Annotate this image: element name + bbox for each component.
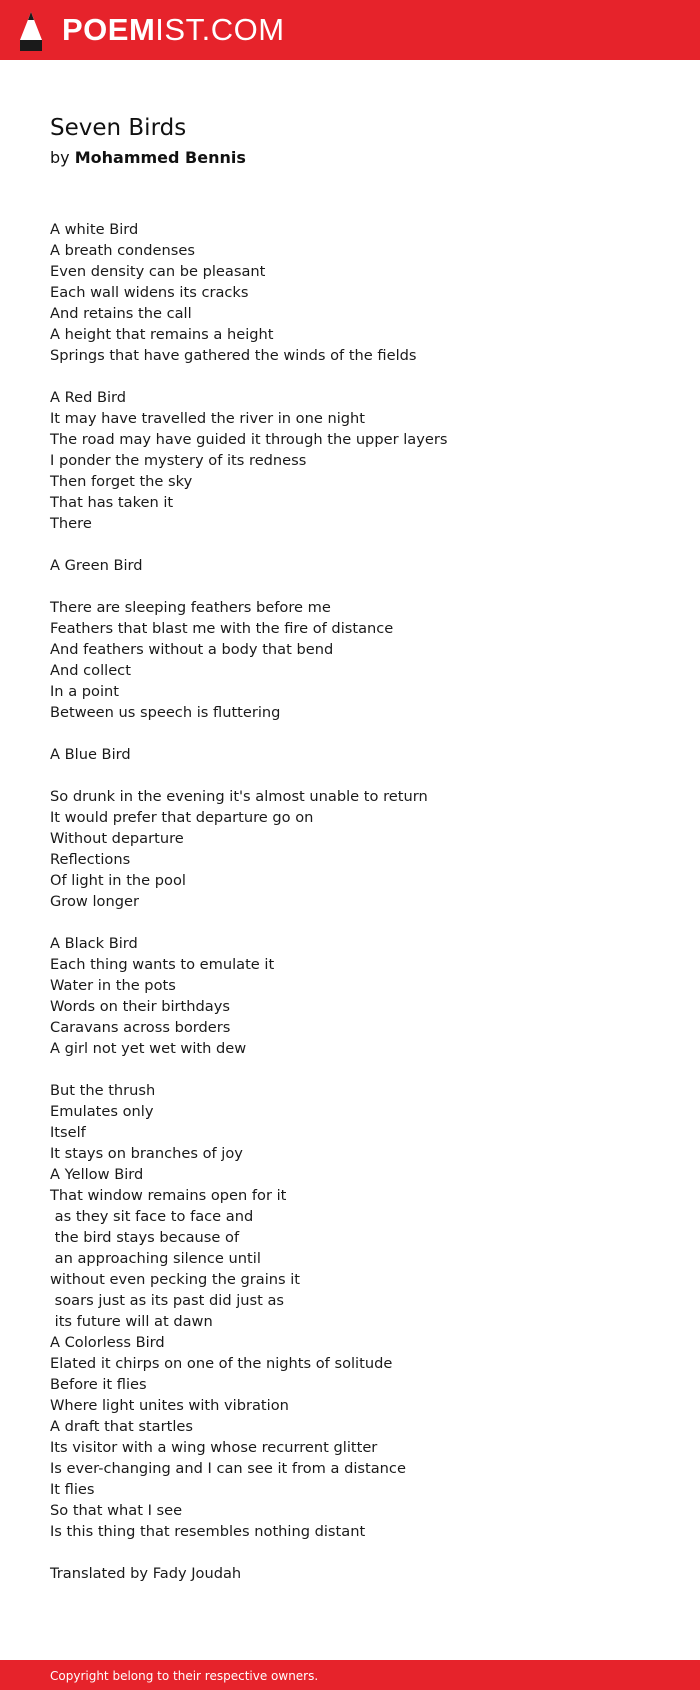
poem-line: Without departure <box>50 830 184 847</box>
poem-line: A draft that startles <box>50 1418 193 1435</box>
poem-line: There <box>50 515 92 532</box>
poem-line <box>50 534 670 555</box>
poem-line: Elated it chirps on one of the nights of solitude <box>50 1355 393 1372</box>
poem-line: Then forget the sky <box>50 473 193 490</box>
site-footer <box>0 1660 700 1690</box>
poem-line: It may have travelled the river in one night <box>50 410 365 427</box>
poem-line: It flies <box>50 1481 95 1498</box>
poem-line: Translated by Fady Joudah <box>50 1565 242 1582</box>
poem-line: A girl not yet wet with dew <box>50 1040 247 1057</box>
brand-bold: POEM <box>62 12 156 47</box>
poem-line: So that what I see <box>50 1502 183 1519</box>
poem-line: A Colorless Bird <box>50 1334 165 1351</box>
brand-light: IST.COM <box>155 12 285 47</box>
poem-line: A Black Bird <box>50 935 138 952</box>
poem-line: And collect <box>50 662 131 679</box>
poem-line: Between us speech is fluttering <box>50 704 281 721</box>
poem-line: And retains the call <box>50 305 192 322</box>
poem-line: Reflections <box>50 851 131 868</box>
poem-byline <box>50 147 246 169</box>
poem-line: without even pecking the grains it <box>50 1271 301 1288</box>
poem-line: Even density can be pleasant <box>50 263 266 280</box>
poem-line: But the thrush <box>50 1082 156 1099</box>
poem-line: Each wall widens its cracks <box>50 284 249 301</box>
site-logo-link[interactable] <box>62 13 285 47</box>
poem-line: soars just as its past did just as <box>50 1292 285 1309</box>
poem-line: Caravans across borders <box>50 1019 231 1036</box>
poem-line: Is ever-changing and I can see it from a distance <box>50 1460 406 1477</box>
poem-line: Water in the pots <box>50 977 176 994</box>
by-prefix: by <box>50 148 70 167</box>
poem-line: Before it flies <box>50 1376 147 1393</box>
poem-line: Springs that have gathered the winds of the fields <box>50 347 417 364</box>
poem-line: Itself <box>50 1124 86 1141</box>
poem-line: as they sit face to face and <box>50 1208 254 1225</box>
copyright-text: Copyright belong to their respective owners. <box>50 1669 319 1683</box>
poem-line: It stays on branches of joy <box>50 1145 243 1162</box>
poem-line: The road may have guided it through the upper layers <box>50 431 448 448</box>
poem-line: Is this thing that resembles nothing distant <box>50 1523 366 1540</box>
poem-line <box>50 366 670 387</box>
poem-line: It would prefer that departure go on <box>50 809 314 826</box>
poem-line: Of light in the pool <box>50 872 186 889</box>
poem-line: A Green Bird <box>50 557 143 574</box>
poem-line: Feathers that blast me with the fire of distance <box>50 620 394 637</box>
poem-line: So drunk in the evening it's almost unable to return <box>50 788 428 805</box>
poem-line <box>50 912 670 933</box>
poem-line: Each thing wants to emulate it <box>50 956 275 973</box>
poem-line: A Blue Bird <box>50 746 131 763</box>
poem-line: That has taken it <box>50 494 174 511</box>
poem-line <box>50 1059 670 1080</box>
poem-line: Words on their birthdays <box>50 998 230 1015</box>
poem-line: I ponder the mystery of its redness <box>50 452 307 469</box>
poem-line: In a point <box>50 683 119 700</box>
author-name[interactable]: Mohammed Bennis <box>74 148 246 167</box>
pencil-icon[interactable] <box>18 10 44 52</box>
poem-line: And feathers without a body that bend <box>50 641 334 658</box>
poem-line: A height that remains a height <box>50 326 274 343</box>
poem-line: A Red Bird <box>50 389 127 406</box>
poem-line: Emulates only <box>50 1103 154 1120</box>
poem-line: A Yellow Bird <box>50 1166 144 1183</box>
poem-line <box>50 576 670 597</box>
poem-line: That window remains open for it <box>50 1187 287 1204</box>
poem-line: Its visitor with a wing whose recurrent glitter <box>50 1439 378 1456</box>
poem-line: There are sleeping feathers before me <box>50 599 331 616</box>
poem-line <box>50 1542 670 1563</box>
poem-line: A white Bird <box>50 221 139 238</box>
poem-line: Where light unites with vibration <box>50 1397 289 1414</box>
poem-line: A breath condenses <box>50 242 195 259</box>
poem-line: the bird stays because of <box>50 1229 240 1246</box>
poem-line <box>50 765 670 786</box>
poem-line: Grow longer <box>50 893 139 910</box>
poem-line: its future will at dawn <box>50 1313 213 1330</box>
poem-line: an approaching silence until <box>50 1250 261 1267</box>
poem-body <box>50 219 670 1584</box>
poem-line <box>50 723 670 744</box>
site-header <box>0 0 700 60</box>
poem-title: Seven Birds <box>50 115 187 141</box>
